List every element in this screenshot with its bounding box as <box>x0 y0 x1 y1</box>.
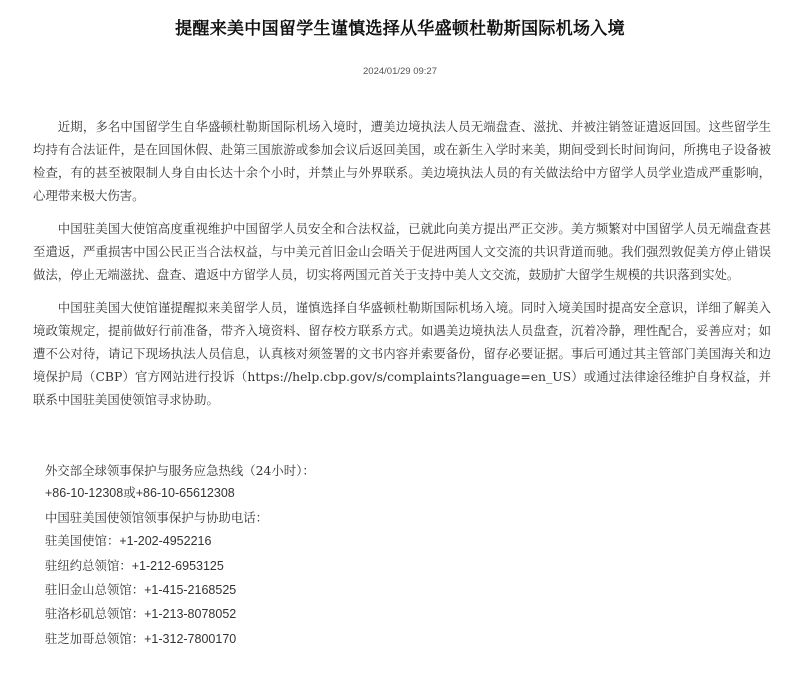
hotline-label: 外交部全球领事保护与服务应急热线（24小时）： <box>45 463 315 478</box>
hotline-numbers: +86-10-12308或+86-10-65612308 <box>45 486 235 501</box>
contact-phone: +1-213-8078052 <box>144 607 237 622</box>
article-body <box>33 115 771 421</box>
paragraph-incidents: 近期，多名中国留学生自华盛顿杜勒斯国际机场入境时，遭美边境执法人员无端盘查、滋扰、并被注销签证遣返回国。这些留学生均持有合法证件，是在回国休假、赴第三国旅游或参加会议后返回美国，或在新生入学时来美，期间受到长时间询问，所携电子设备被检查，有的甚至被限制人身自由长达十余个小时，并禁止与外界联系。美边境执法人员的有关做法给中方留学人员学业造成严重影响，心理带来极大伤害。 <box>33 119 771 203</box>
article-title: 提醒来美中国留学生谨慎选择从华盛顿杜勒斯国际机场入境 <box>175 19 625 39</box>
contact-label: 驻旧金山总领馆： <box>45 582 145 598</box>
paragraph-representations: 中国驻美国大使馆高度重视维护中国留学人员安全和合法权益，已就此向美方提出严正交涉。美方频繁对中国留学人员无端盘查甚至遣返，严重损害中国公民正当合法权益，与中美元首旧金山会晤关于促进两国人文交流的共识背道而驰。我们强烈敦促美方停止错误做法，停止无端滋扰、盘查、遣返中方留学人员，切实将两国元首关于支持中美人文交流，鼓励扩大留学生规模的共识落到实处。 <box>33 221 771 282</box>
paragraph-advisory: 中国驻美国大使馆谨提醒拟来美留学人员，谨慎选择自华盛顿杜勒斯国际机场入境。同时入境美国时提高安全意识，详细了解美入境政策规定，提前做好行前准备，带齐入境资料、留存校方联系方式。如遇美边境执法人员盘查，沉着冷静，理性配合，妥善应对；如遭不公对待，请记下现场执法人员信息，认真核对须签署的文书内容并索要备份，留存必要证据。事后可通过其主管部门美国海关和边境保护局（CBP）官方网站进行投诉（https://help.cbp.gov/s/complaints?language=en_US）或通过法律途径维护自身权益，并联系中国驻美国使领馆寻求协助。 <box>33 300 771 407</box>
contact-phone: +1-312-7800170 <box>144 631 237 646</box>
contact-san-francisco <box>45 578 315 602</box>
missions-label: 中国驻美国使领馆领事保护与协助电话： <box>45 509 269 525</box>
contact-embassy <box>45 529 315 553</box>
contact-new-york <box>45 554 315 578</box>
publish-date: 2024/01/29 09:27 <box>363 66 437 77</box>
contact-chicago <box>45 627 315 651</box>
contact-phone: +1-212-6953125 <box>131 558 224 573</box>
contact-phone: +1-202-4952216 <box>119 534 212 549</box>
contact-list <box>45 459 315 651</box>
contact-label: 驻洛杉矶总领馆： <box>45 606 145 622</box>
contact-label: 驻纽约总领馆： <box>45 557 132 573</box>
contact-phone: +1-415-2168525 <box>144 583 237 598</box>
contact-los-angeles <box>45 602 315 626</box>
contact-label: 驻芝加哥总领馆： <box>45 630 145 646</box>
contact-label: 驻美国使馆： <box>45 533 120 549</box>
